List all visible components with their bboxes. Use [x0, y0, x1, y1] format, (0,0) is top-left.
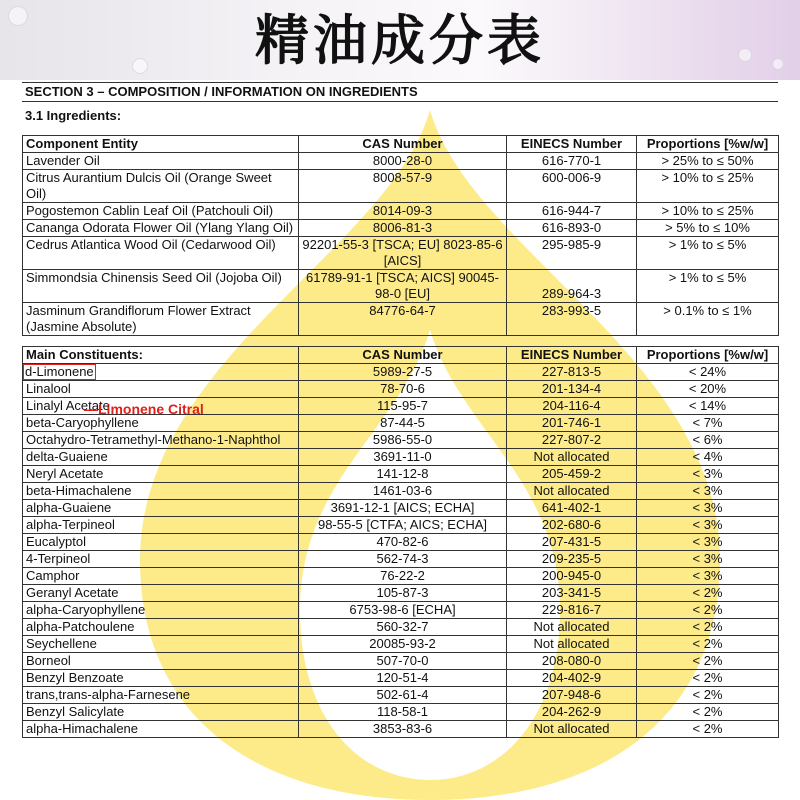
table-cell: 8014-09-3 — [299, 203, 507, 220]
table-cell: 5989-27-5 — [299, 364, 507, 381]
table-cell: < 20% — [637, 381, 779, 398]
table-cell: 115-95-7 — [299, 398, 507, 415]
table-cell: 207-431-5 — [507, 534, 637, 551]
table-cell: < 3% — [637, 466, 779, 483]
table-cell: < 3% — [637, 551, 779, 568]
table-cell: 1461-03-6 — [299, 483, 507, 500]
section-title: SECTION 3 – COMPOSITION / INFORMATION ON INGREDIENTS — [22, 82, 778, 102]
table-cell: 92201-55-3 [TSCA; EU] 8023-85-6 [AICS] — [299, 237, 507, 270]
table-cell: < 24% — [637, 364, 779, 381]
table-cell: < 14% — [637, 398, 779, 415]
table-cell: 200-945-0 — [507, 568, 637, 585]
table-cell: 616-893-0 — [507, 220, 637, 237]
table-cell: > 1% to ≤ 5% — [637, 270, 779, 303]
table-cell: < 3% — [637, 517, 779, 534]
table-cell: < 2% — [637, 721, 779, 738]
table-cell: 3691-11-0 — [299, 449, 507, 466]
table-cell: Citrus Aurantium Dulcis Oil (Orange Sweet Oil) — [23, 170, 299, 203]
table-cell — [23, 364, 299, 381]
table-row — [23, 687, 779, 704]
table-cell: 207-948-6 — [507, 687, 637, 704]
table-cell: beta-Caryophyllene — [23, 415, 299, 432]
table-cell: 8006-81-3 — [299, 220, 507, 237]
table-cell: 3691-12-1 [AICS; ECHA] — [299, 500, 507, 517]
table-cell: 507-70-0 — [299, 653, 507, 670]
table-cell: 76-22-2 — [299, 568, 507, 585]
table-cell: < 2% — [637, 619, 779, 636]
table-cell: 205-459-2 — [507, 466, 637, 483]
table-cell: 5986-55-0 — [299, 432, 507, 449]
table-cell: Not allocated — [507, 619, 637, 636]
table-row — [23, 500, 779, 517]
table-cell: Cedrus Atlantica Wood Oil (Cedarwood Oil) — [23, 237, 299, 270]
table-cell: < 3% — [637, 568, 779, 585]
table-cell: 209-235-5 — [507, 551, 637, 568]
table-cell: 201-746-1 — [507, 415, 637, 432]
highlight-box: d-Limonene — [25, 364, 94, 379]
table-row — [23, 721, 779, 738]
table-cell: Borneol — [23, 653, 299, 670]
table-row — [23, 636, 779, 653]
table-cell: 87-44-5 — [299, 415, 507, 432]
page-title: 精油成分表 — [255, 9, 545, 72]
column-header: Component Entity — [23, 136, 299, 153]
table-cell: beta-Himachalene — [23, 483, 299, 500]
column-header: CAS Number — [299, 136, 507, 153]
table-cell: delta-Guaiene — [23, 449, 299, 466]
table-cell: 600-006-9 — [507, 170, 637, 203]
table-row — [23, 270, 779, 303]
table-cell: Cananga Odorata Flower Oil (Ylang Ylang Oil) — [23, 220, 299, 237]
subsection-title: 3.1 Ingredients: — [25, 108, 122, 123]
table-cell: 202-680-6 — [507, 517, 637, 534]
table-row — [23, 381, 779, 398]
table-row — [23, 432, 779, 449]
table-cell: Benzyl Benzoate — [23, 670, 299, 687]
table-cell: > 0.1% to ≤ 1% — [637, 303, 779, 336]
table-cell: Not allocated — [507, 721, 637, 738]
ingredients-table — [22, 135, 779, 336]
table-cell: < 2% — [637, 670, 779, 687]
constituents-header-row — [23, 347, 779, 364]
table-cell: 229-816-7 — [507, 602, 637, 619]
table-cell: 560-32-7 — [299, 619, 507, 636]
table-cell: 227-813-5 — [507, 364, 637, 381]
table-cell: Linalyl Acetate — [23, 398, 299, 415]
table-cell: Simmondsia Chinensis Seed Oil (Jojoba Oil) — [23, 270, 299, 303]
table-cell: 120-51-4 — [299, 670, 507, 687]
table-row — [23, 704, 779, 721]
table-row — [23, 415, 779, 432]
column-header: CAS Number — [299, 347, 507, 364]
table-row — [23, 237, 779, 270]
table-cell: 98-55-5 [CTFA; AICS; ECHA] — [299, 517, 507, 534]
table-cell: 8008-57-9 — [299, 170, 507, 203]
table-cell: < 3% — [637, 500, 779, 517]
table-cell: 616-770-1 — [507, 153, 637, 170]
table-cell: > 1% to ≤ 5% — [637, 237, 779, 270]
table-cell: 227-807-2 — [507, 432, 637, 449]
table-row — [23, 364, 779, 381]
table-row — [23, 170, 779, 203]
column-header: EINECS Number — [507, 136, 637, 153]
table-cell: Seychellene — [23, 636, 299, 653]
table-cell: alpha-Himachalene — [23, 721, 299, 738]
table-row — [23, 483, 779, 500]
table-cell: < 2% — [637, 636, 779, 653]
table-cell: 562-74-3 — [299, 551, 507, 568]
table-row — [23, 449, 779, 466]
column-header: Proportions [%w/w] — [637, 347, 779, 364]
table-row — [23, 466, 779, 483]
table-cell: alpha-Caryophyllene — [23, 602, 299, 619]
table-cell: < 7% — [637, 415, 779, 432]
column-header: EINECS Number — [507, 347, 637, 364]
table-cell: 289-964-3 — [507, 270, 637, 303]
table-row — [23, 585, 779, 602]
table-cell: Geranyl Acetate — [23, 585, 299, 602]
table-row — [23, 203, 779, 220]
column-header: Main Constituents: — [23, 347, 299, 364]
table-cell: Camphor — [23, 568, 299, 585]
table-cell: < 2% — [637, 687, 779, 704]
table-cell: 204-402-9 — [507, 670, 637, 687]
table-cell: 141-12-8 — [299, 466, 507, 483]
table-cell: Linalool — [23, 381, 299, 398]
table-cell: < 6% — [637, 432, 779, 449]
table-cell: alpha-Guaiene — [23, 500, 299, 517]
table-row — [23, 602, 779, 619]
table-cell: Lavender Oil — [23, 153, 299, 170]
table-cell: < 2% — [637, 602, 779, 619]
table-cell: 118-58-1 — [299, 704, 507, 721]
table-cell: 61789-91-1 [TSCA; AICS] 90045-98-0 [EU] — [299, 270, 507, 303]
table-row — [23, 534, 779, 551]
table-cell: Octahydro-Tetramethyl-Methano-1-Naphthol — [23, 432, 299, 449]
column-header: Proportions [%w/w] — [637, 136, 779, 153]
ingredients-header-row — [23, 136, 779, 153]
table-cell: < 3% — [637, 483, 779, 500]
table-cell: 208-080-0 — [507, 653, 637, 670]
limonene-annotation: —Limonene Citral — [84, 401, 204, 417]
table-cell: 105-87-3 — [299, 585, 507, 602]
table-cell: Benzyl Salicylate — [23, 704, 299, 721]
table-row — [23, 220, 779, 237]
table-row — [23, 653, 779, 670]
table-cell: 84776-64-7 — [299, 303, 507, 336]
table-cell: 203-341-5 — [507, 585, 637, 602]
table-cell: > 10% to ≤ 25% — [637, 203, 779, 220]
table-row — [23, 568, 779, 585]
table-cell: < 2% — [637, 585, 779, 602]
table-cell: < 3% — [637, 534, 779, 551]
table-cell: alpha-Patchoulene — [23, 619, 299, 636]
table-cell: 78-70-6 — [299, 381, 507, 398]
table-cell: > 5% to ≤ 10% — [637, 220, 779, 237]
table-cell: 3853-83-6 — [299, 721, 507, 738]
table-row — [23, 517, 779, 534]
table-row — [23, 670, 779, 687]
table-cell: > 10% to ≤ 25% — [637, 170, 779, 203]
table-cell: alpha-Terpineol — [23, 517, 299, 534]
table-cell: 20085-93-2 — [299, 636, 507, 653]
table-cell: > 25% to ≤ 50% — [637, 153, 779, 170]
table-cell: Not allocated — [507, 483, 637, 500]
table-cell: Not allocated — [507, 636, 637, 653]
table-cell: Jasminum Grandiflorum Flower Extract (Jasmine Absolute) — [23, 303, 299, 336]
table-cell: 6753-98-6 [ECHA] — [299, 602, 507, 619]
table-row — [23, 551, 779, 568]
table-cell: 204-262-9 — [507, 704, 637, 721]
table-row — [23, 619, 779, 636]
table-cell: < 2% — [637, 704, 779, 721]
table-cell: 204-116-4 — [507, 398, 637, 415]
table-row — [23, 153, 779, 170]
table-cell: 502-61-4 — [299, 687, 507, 704]
table-cell: 201-134-4 — [507, 381, 637, 398]
table-cell: 295-985-9 — [507, 237, 637, 270]
table-cell: Not allocated — [507, 449, 637, 466]
table-cell: 616-944-7 — [507, 203, 637, 220]
table-cell: Neryl Acetate — [23, 466, 299, 483]
table-cell: Pogostemon Cablin Leaf Oil (Patchouli Oil) — [23, 203, 299, 220]
table-row — [23, 303, 779, 336]
table-cell: 470-82-6 — [299, 534, 507, 551]
table-cell: 4-Terpineol — [23, 551, 299, 568]
table-cell: < 2% — [637, 653, 779, 670]
table-cell: 283-993-5 — [507, 303, 637, 336]
table-cell: Eucalyptol — [23, 534, 299, 551]
table-cell: 8000-28-0 — [299, 153, 507, 170]
table-cell: < 4% — [637, 449, 779, 466]
table-cell: 641-402-1 — [507, 500, 637, 517]
table-cell: trans,trans-alpha-Farnesene — [23, 687, 299, 704]
